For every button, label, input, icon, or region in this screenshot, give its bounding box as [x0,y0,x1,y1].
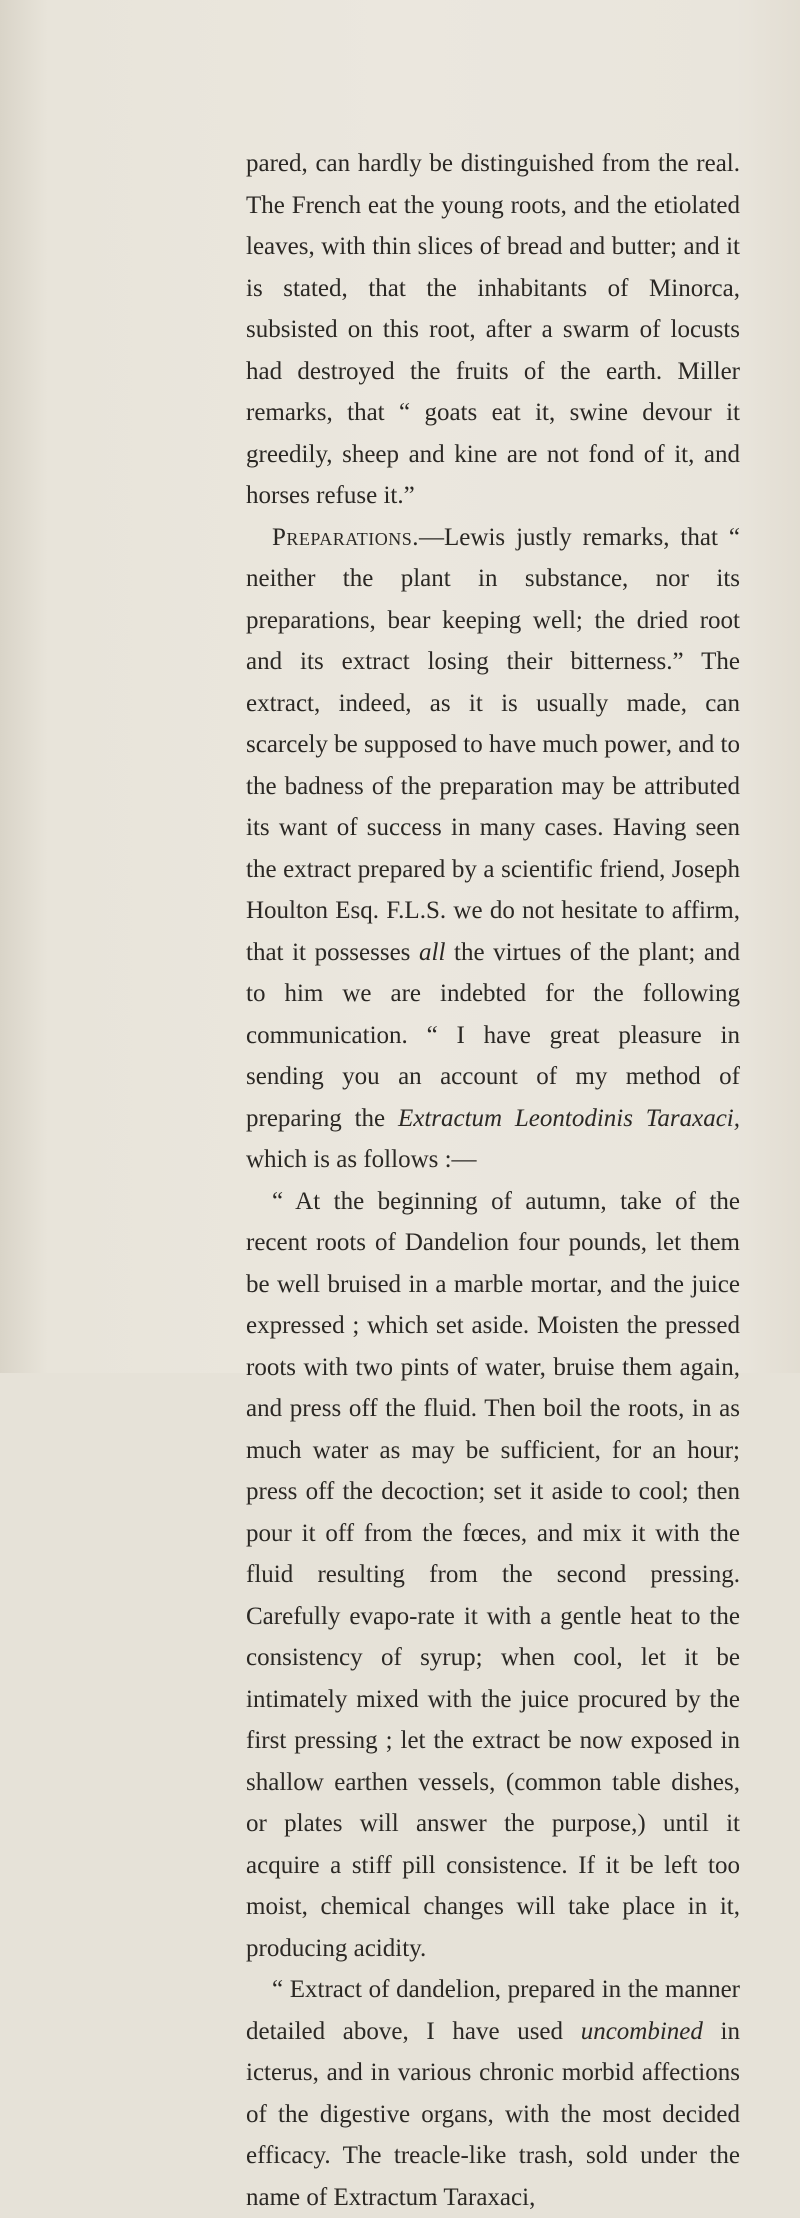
emphasis: all [419,938,446,966]
text-run: “ At the beginning of autumn, take of the recent roots of Dandelion four pounds, let them be well bruised in a marble mortar, and the juice expressed ; which set aside. Moisten the pressed roots with two pints of water, bruise them again, and press off the fluid. Then boil the roots, in as much water as may be sufficient, for an hour; press off the decoction; set it aside to cool; then pour it off from the fœces, and mix it with the fluid resulting from the second pressing. Carefully evapo-rate it with a gentle heat to the consistency of syrup; when cool, let it be intimately mixed with the juice procured by the first pressing ; let the extract be now exposed in shallow earthen vessels, (common table dishes, or plates will answer the purpose,) until it acquire a stiff pill consistence. If it be left too moist, chemical changes will take place in it, producing acidity. [246,1187,740,1962]
section-heading: Preparations. [272,523,420,551]
emphasis: uncombined [580,2017,703,2045]
text-run: the virtues of the plant; and to him we are indebted for the following communication. “ I have great pleasure in sending you an account of my method of preparing the [246,938,740,1132]
text-run: in icterus, and in various chronic morbid affections of the digestive organs, with the most decided efficacy. The treacle-like trash, sold under the name of Extractum Taraxaci, [246,2017,740,2211]
paragraph [246,1181,740,1970]
paragraph [246,517,740,1181]
text-run: “ Extract of dandelion, prepared in the manner detailed above, I have used [246,1976,740,2045]
text-run: which is as follows :— [246,1146,477,1173]
text-run: pared, can hardly be distinguished from the real. The French eat the young roots, and the etiolated leaves, with thin slices of bread and butter; and it is stated, that the inhabitants of Minorca, subsisted on this root, after a swarm of locusts had destroyed the fruits of the earth. Miller remarks, that “ goats eat it, swine devour it greedily, sheep and kine are not fond of it, and horses refuse it.” [246,150,740,509]
paragraph [246,143,740,517]
text-run: —Lewis justly remarks, that “ neither the plant in substance, nor its preparations, bear keeping well; the dried root and its extract losing their bitterness.” The extract, indeed, as it is usually made, can scarcely be supposed to have much power, and to the badness of the preparation may be attributed its want of success in many cases. Having seen the extract prepared by a scientific friend, Joseph Houlton Esq. F.L.S. we do not hesitate to affirm, that it possesses [246,523,740,966]
body-text [246,143,740,2218]
latin-term: Extractum Leontodinis Taraxaci, [397,1104,740,1132]
paragraph [246,1969,740,2218]
